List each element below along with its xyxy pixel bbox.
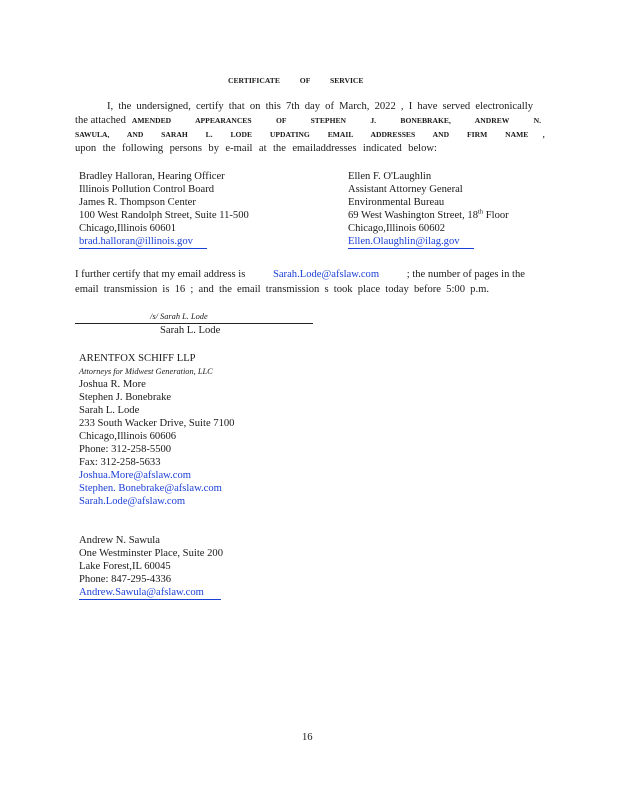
firm-phone: Phone: 312-258-5500 bbox=[79, 444, 172, 455]
firm-name: ARENTFOX SCHIFF LLP bbox=[79, 353, 196, 364]
firm-email-1[interactable]: Joshua.More@afslaw.com bbox=[79, 470, 192, 481]
recipient-1-street: 100 West Randolph Street, Suite 11-500 bbox=[79, 210, 249, 221]
sawula-street: One Westminster Place, Suite 200 bbox=[79, 548, 224, 559]
recipient-1-block bbox=[79, 170, 249, 249]
firm-attorney-1: Joshua R. More bbox=[79, 379, 146, 390]
certify-line-1 bbox=[75, 268, 525, 281]
firm-email-2[interactable]: Stephen. Bonebrake@afslaw.com bbox=[79, 483, 222, 494]
intro-line-2-prefix: the attached bbox=[75, 115, 126, 126]
certify-line-2: email transmission is 16 ; and the email transmission s took place today before 5:00 p.m. bbox=[75, 284, 489, 295]
recipient-2-street-tail: Floor bbox=[485, 210, 509, 221]
sawula-block bbox=[79, 534, 223, 600]
recipient-2-block bbox=[348, 170, 509, 249]
recipient-1-org: Illinois Pollution Control Board bbox=[79, 184, 215, 195]
recipient-2-street-main: 69 West Washington Street, 18 bbox=[348, 210, 479, 221]
certify-email[interactable]: Sarah.Lode@afslaw.com bbox=[272, 269, 380, 280]
intro-line-3-suffix: , bbox=[542, 129, 545, 140]
certify-line-1-a: I further certify that my email address is bbox=[75, 269, 246, 280]
signature-script: /s/ Sarah L. Lode bbox=[150, 312, 208, 321]
firm-attorney-3: Sarah L. Lode bbox=[79, 405, 140, 416]
recipient-1-building: James R. Thompson Center bbox=[79, 197, 196, 208]
recipient-2-street bbox=[348, 209, 509, 222]
recipient-2-org: Assistant Attorney General bbox=[348, 184, 463, 195]
document-title: CERTIFICATE OF SERVICE bbox=[228, 76, 364, 85]
firm-attorney-2: Stephen J. Bonebrake bbox=[79, 392, 172, 403]
firm-role: Attorneys for Midwest Generation, LLC bbox=[79, 367, 213, 376]
firm-city: Chicago,Illinois 60606 bbox=[79, 431, 177, 442]
intro-line-1: I, the undersigned, certify that on this 7th day of March, 2022 , I have served electronically bbox=[107, 101, 533, 112]
recipient-2-street-sup: th bbox=[478, 208, 484, 216]
recipient-2-building: Environmental Bureau bbox=[348, 197, 445, 208]
recipient-1-city: Chicago,Illinois 60601 bbox=[79, 223, 177, 234]
intro-line-3-caps: SAWULA, AND SARAH L. LODE UPDATING EMAIL ADDRESSES AND FIRM NAME bbox=[75, 130, 529, 139]
intro-line-3 bbox=[75, 128, 545, 141]
firm-email-3[interactable]: Sarah.Lode@afslaw.com bbox=[79, 496, 186, 507]
signature-name: Sarah L. Lode bbox=[160, 325, 221, 336]
certify-line-1-b: ; the number of pages in the bbox=[406, 269, 525, 280]
recipient-2-email[interactable]: Ellen.Olaughlin@ilag.gov bbox=[348, 235, 474, 249]
firm-fax: Fax: 312-258-5633 bbox=[79, 457, 161, 468]
recipient-2-name: Ellen F. O'Laughlin bbox=[348, 171, 432, 182]
recipient-1-name: Bradley Halloran, Hearing Officer bbox=[79, 171, 225, 182]
sawula-city: Lake Forest,IL 60045 bbox=[79, 561, 171, 572]
intro-line-2-caps: AMENDED APPEARANCES OF STEPHEN J. BONEBRAKE, ANDREW N. bbox=[131, 116, 541, 125]
firm-street: 233 South Wacker Drive, Suite 7100 bbox=[79, 418, 235, 429]
intro-line-2 bbox=[75, 114, 541, 127]
intro-line-4: upon the following persons by e-mail at the emailaddresses indicated below: bbox=[75, 143, 437, 154]
recipient-2-city: Chicago,Illinois 60602 bbox=[348, 223, 446, 234]
recipient-1-email[interactable]: brad.halloran@illinois.gov bbox=[79, 235, 207, 249]
firm-block bbox=[79, 352, 234, 508]
sawula-phone: Phone: 847-295-4336 bbox=[79, 574, 172, 585]
page-number: 16 bbox=[302, 732, 313, 743]
sawula-email[interactable]: Andrew.Sawula@afslaw.com bbox=[79, 586, 221, 600]
sawula-name: Andrew N. Sawula bbox=[79, 535, 160, 546]
